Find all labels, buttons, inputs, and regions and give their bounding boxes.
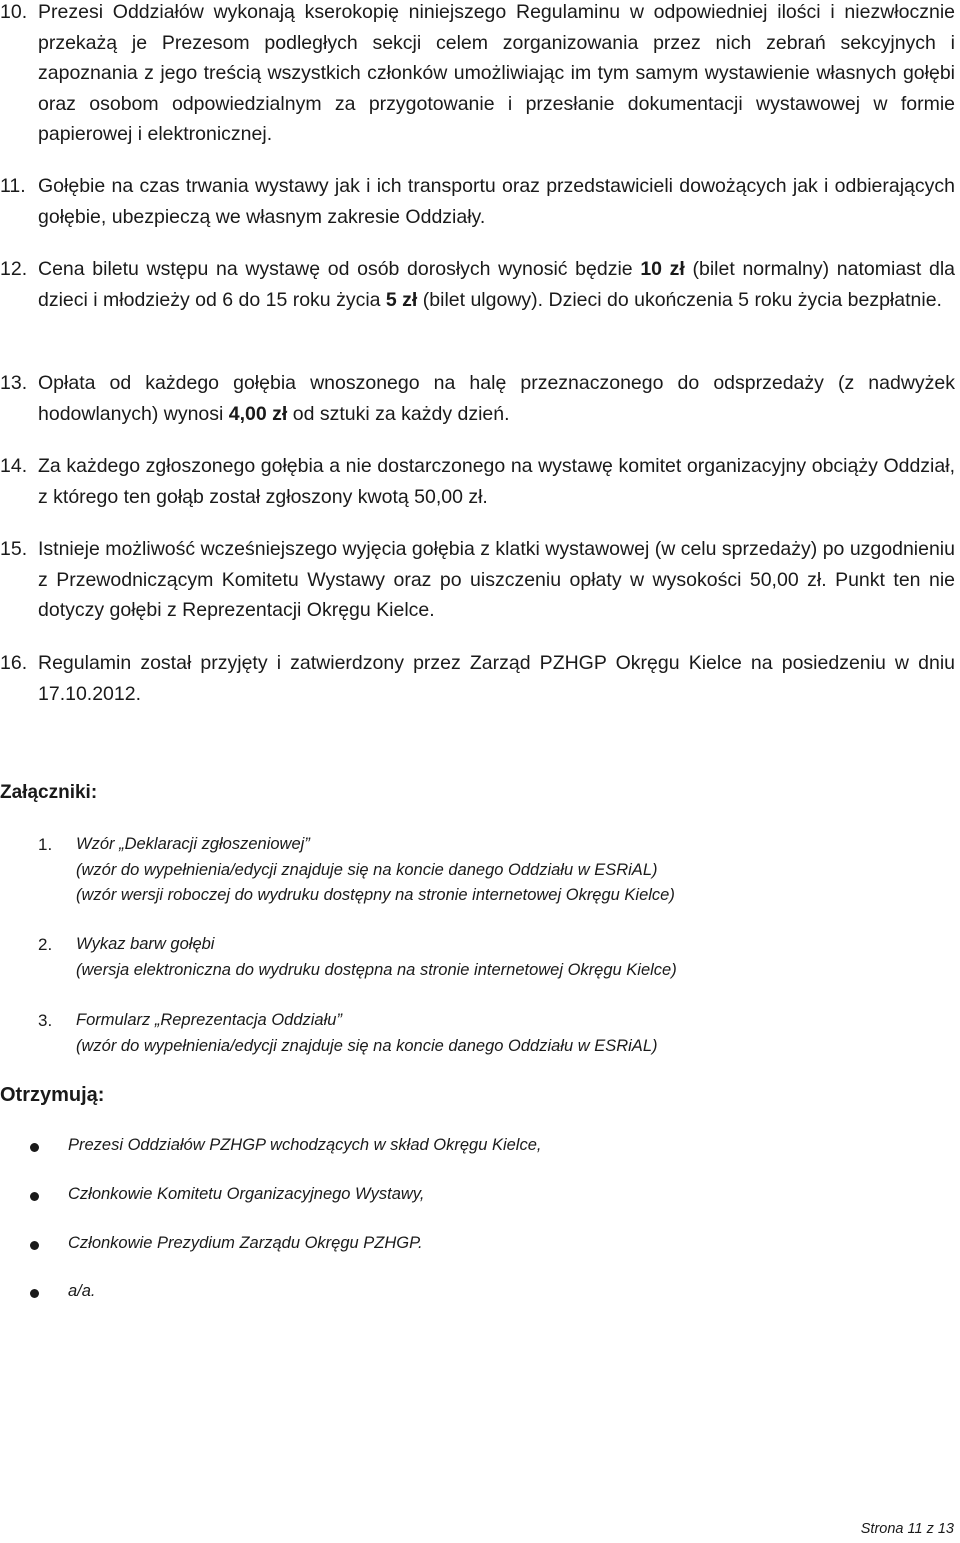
- point-text: Regulamin został przyjęty i zatwierdzony przez Zarząd PZHGP Okręgu Kielce na posiedzeniu w dniu 17.10.2012.: [38, 652, 955, 705]
- regulation-point-15: [0, 534, 955, 626]
- attachment-number: 3.: [38, 1011, 53, 1030]
- regulation-point-11: [0, 171, 955, 232]
- point-text: Cena biletu wstępu na wystawę od osób dorosłych wynosić będzie 10 zł (bilet normalny) natomiast dla dzieci i młodzieży od 6 do 15 roku życia 5 zł (bilet ulgowy). Dzieci do ukończenia 5 roku życia bezpłatnie.: [38, 258, 956, 311]
- pigeon-fee: 4,00 zł: [228, 402, 288, 425]
- regulation-point-14: [0, 451, 955, 512]
- attachment-title: Wykaz barw gołębi: [76, 935, 215, 953]
- bullet-icon: [30, 1192, 39, 1201]
- point-number: 16.: [0, 652, 28, 674]
- reduced-ticket-price: 5 zł: [385, 288, 418, 311]
- bullet-icon: [30, 1241, 39, 1250]
- attachment-note: (wzór do wypełnienia/edycji znajduje się na koncie danego Oddziału w ESRiAL): [76, 1036, 658, 1055]
- point-number: 12.: [0, 258, 28, 280]
- page-number: Strona 11 z 13: [860, 1521, 954, 1537]
- attachment-item-2: [38, 932, 918, 983]
- attachment-item-3: [38, 1008, 918, 1059]
- regulation-point-13: [0, 368, 955, 429]
- point-text: Prezesi Oddziałów wykonają kserokopię niniejszego Regulaminu w odpowiedniej ilości i niezwłocznie przekażą je Prezesom podległych sekcji celem zorganizowania przez nich zebrań sekcyjnych i zapoznania z jego treścią wszystkich członków umożliwiając im tym samym wystawienie własnych gołębi oraz osobom odpowiedzialnym za przygotowanie i przesłanie dokumentacji wystawowej w formie papierowej i elektronicznej.: [38, 1, 955, 145]
- point-text: Istnieje możliwość wcześniejszego wyjęcia gołębia z klatki wystawowej (w celu sprzedaży) po uzgodnieniu z Przewodniczącym Komitetu Wystawy oraz po uiszczeniu opłaty w wysokości 50,00 zł. Punkt ten nie dotyczy gołębi z Reprezentacji Okręgu Kielce.: [38, 538, 955, 621]
- point-number: 11.: [0, 175, 26, 197]
- regulation-point-12: [0, 254, 955, 315]
- attachment-item-1: [38, 832, 918, 909]
- bullet-icon: [30, 1143, 39, 1152]
- bullet-icon: [30, 1289, 39, 1298]
- point-text: Gołębie na czas trwania wystawy jak i ich transportu oraz przedstawicieli dowożących jak i odbierających gołębie, ubezpieczą we własnym zakresie Oddziały.: [38, 175, 955, 228]
- attachment-number: 2.: [38, 935, 53, 954]
- attachment-title: Formularz „Reprezentacja Oddziału”: [76, 1011, 342, 1029]
- attachment-number: 1.: [38, 835, 53, 854]
- point-number: 14.: [0, 455, 28, 477]
- point-number: 15.: [0, 538, 28, 560]
- point-text: Opłata od każdego gołębia wnoszonego na halę przeznaczonego do odsprzedaży (z nadwyżek hodowlanych) wynosi 4,00 zł od sztuki za każdy dzień.: [38, 372, 955, 425]
- point-number: 10.: [0, 1, 28, 23]
- recipients-heading: Otrzymują:: [0, 1084, 105, 1106]
- attachment-note: (wzór wersji roboczej do wydruku dostępny na stronie internetowej Okręgu Kielce): [76, 886, 675, 904]
- regulation-point-10: [0, 0, 955, 150]
- attachment-note: (wzór do wypełnienia/edycji znajduje się na koncie danego Oddziału w ESRiAL): [76, 860, 658, 879]
- regulation-point-16: [0, 648, 955, 709]
- attachments-heading: Załączniki:: [0, 782, 98, 803]
- point-text: Za każdego zgłoszonego gołębia a nie dostarczonego na wystawę komitet organizacyjny obciąży Oddział, z którego ten gołąb został zgłoszony kwotą 50,00 zł.: [38, 455, 955, 508]
- point-number: 13.: [0, 372, 28, 394]
- attachment-note: (wersja elektroniczna do wydruku dostępna na stronie internetowej Okręgu Kielce): [76, 960, 677, 979]
- attachment-title: Wzór „Deklaracji zgłoszeniowej”: [76, 835, 310, 853]
- adult-ticket-price: 10 zł: [640, 258, 685, 280]
